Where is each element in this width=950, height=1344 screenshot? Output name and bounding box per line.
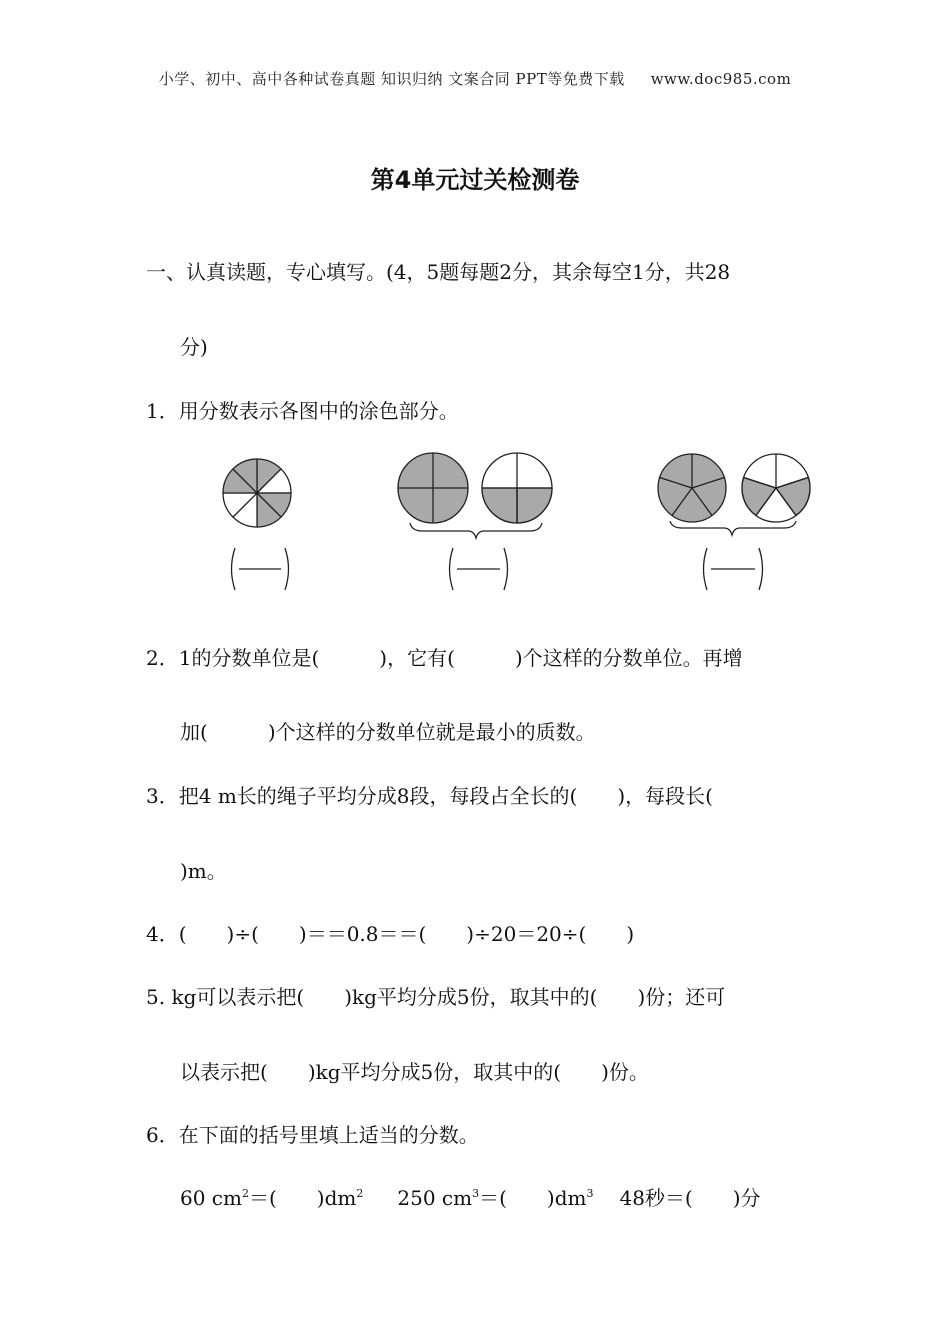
question-2-cont [180,716,596,745]
q2-text-2: )，它有( [379,646,455,670]
circle-quarters-right [482,453,552,523]
question-number: 2． [146,646,179,670]
q6-item-2 [397,1186,593,1210]
q6-item-1 [180,1186,363,1210]
q6-c1: 48秒＝( [619,1186,693,1210]
q6-a3-sup: 2 [356,1187,364,1200]
q3-text-1: 把4 m长的绳子平均分成8段，每段占全长的( [178,784,578,808]
brace-3 [670,521,796,535]
question-3 [146,780,713,809]
q6-a2: ＝( [248,1186,277,1210]
section1-heading: 一、认真读题，专心填写。(4，5题每题2分，其余每空1分，共28 [146,260,731,284]
q5-text-4: 以表示把( [180,1060,268,1084]
brace-2 [410,523,542,538]
question-5 [146,981,725,1010]
question-3-cont: )m。 [180,859,227,883]
q6-b1-sup: 3 [472,1187,480,1200]
question-number: 3． [146,784,179,808]
q6-a1: 60 cm [180,1186,242,1210]
circle-eighths [223,459,291,527]
q5-text-1: kg可以表示把( [171,985,305,1009]
q2-text-3: )个这样的分数单位。再增 [514,646,743,670]
header-text: 小学、初中、高中各种试卷真题 知识归纳 文案合同 PPT等免费下载 [158,70,625,88]
q3-text-2: )，每段长( [617,784,713,808]
question-number: 6． [146,1123,179,1147]
q2-text-5: )个这样的分数单位就是最小的质数。 [267,720,596,744]
q6-b2: ＝( [479,1186,507,1210]
header-site: www.doc985.com [650,70,792,88]
q6-b1: 250 cm [397,1186,473,1210]
q5-text-5: )kg平均分成5份，取其中的( [307,1060,562,1084]
q5-text-3: )份；还可 [637,985,726,1009]
q6-a3: )dm [316,1186,357,1210]
question-4 [146,918,634,947]
question-number: 1． [146,399,179,423]
question-6 [146,1119,479,1148]
question-number: 4． [146,922,179,946]
q5-text-2: )kg平均分成5份，取其中的( [344,985,598,1009]
circle-fifths-left [658,454,726,522]
question-2 [146,642,743,671]
question-number: 5. [146,985,166,1009]
q2-text-1: 1的分数单位是( [178,646,320,670]
q5-text-6: )份。 [601,1060,649,1084]
page-title: 第4单元过关检测卷 [370,166,580,194]
q6-b3: )dm [546,1186,587,1210]
circle-fifths-right [742,454,810,522]
q6-a1-sup: 2 [241,1187,249,1200]
question-6-items [180,1182,761,1211]
question-5-cont [180,1056,649,1085]
q6-item-3 [619,1186,760,1210]
question-text: 用分数表示各图中的涂色部分。 [178,399,459,423]
answer-blank-2[interactable] [450,548,508,590]
answer-blank-1[interactable] [232,548,289,590]
q6-text: 在下面的括号里填上适当的分数。 [178,1123,479,1147]
q6-c2: )分 [732,1186,761,1210]
section1-heading-cont: 分) [180,335,208,359]
q2-text-4: 加( [180,720,208,744]
q6-b3-sup: 3 [586,1187,594,1200]
circle-quarters-left [398,453,468,523]
answer-blank-3[interactable] [704,548,763,590]
q4-text: ( )÷( )＝＝0.8＝＝( )÷20＝20÷( ) [178,922,635,946]
